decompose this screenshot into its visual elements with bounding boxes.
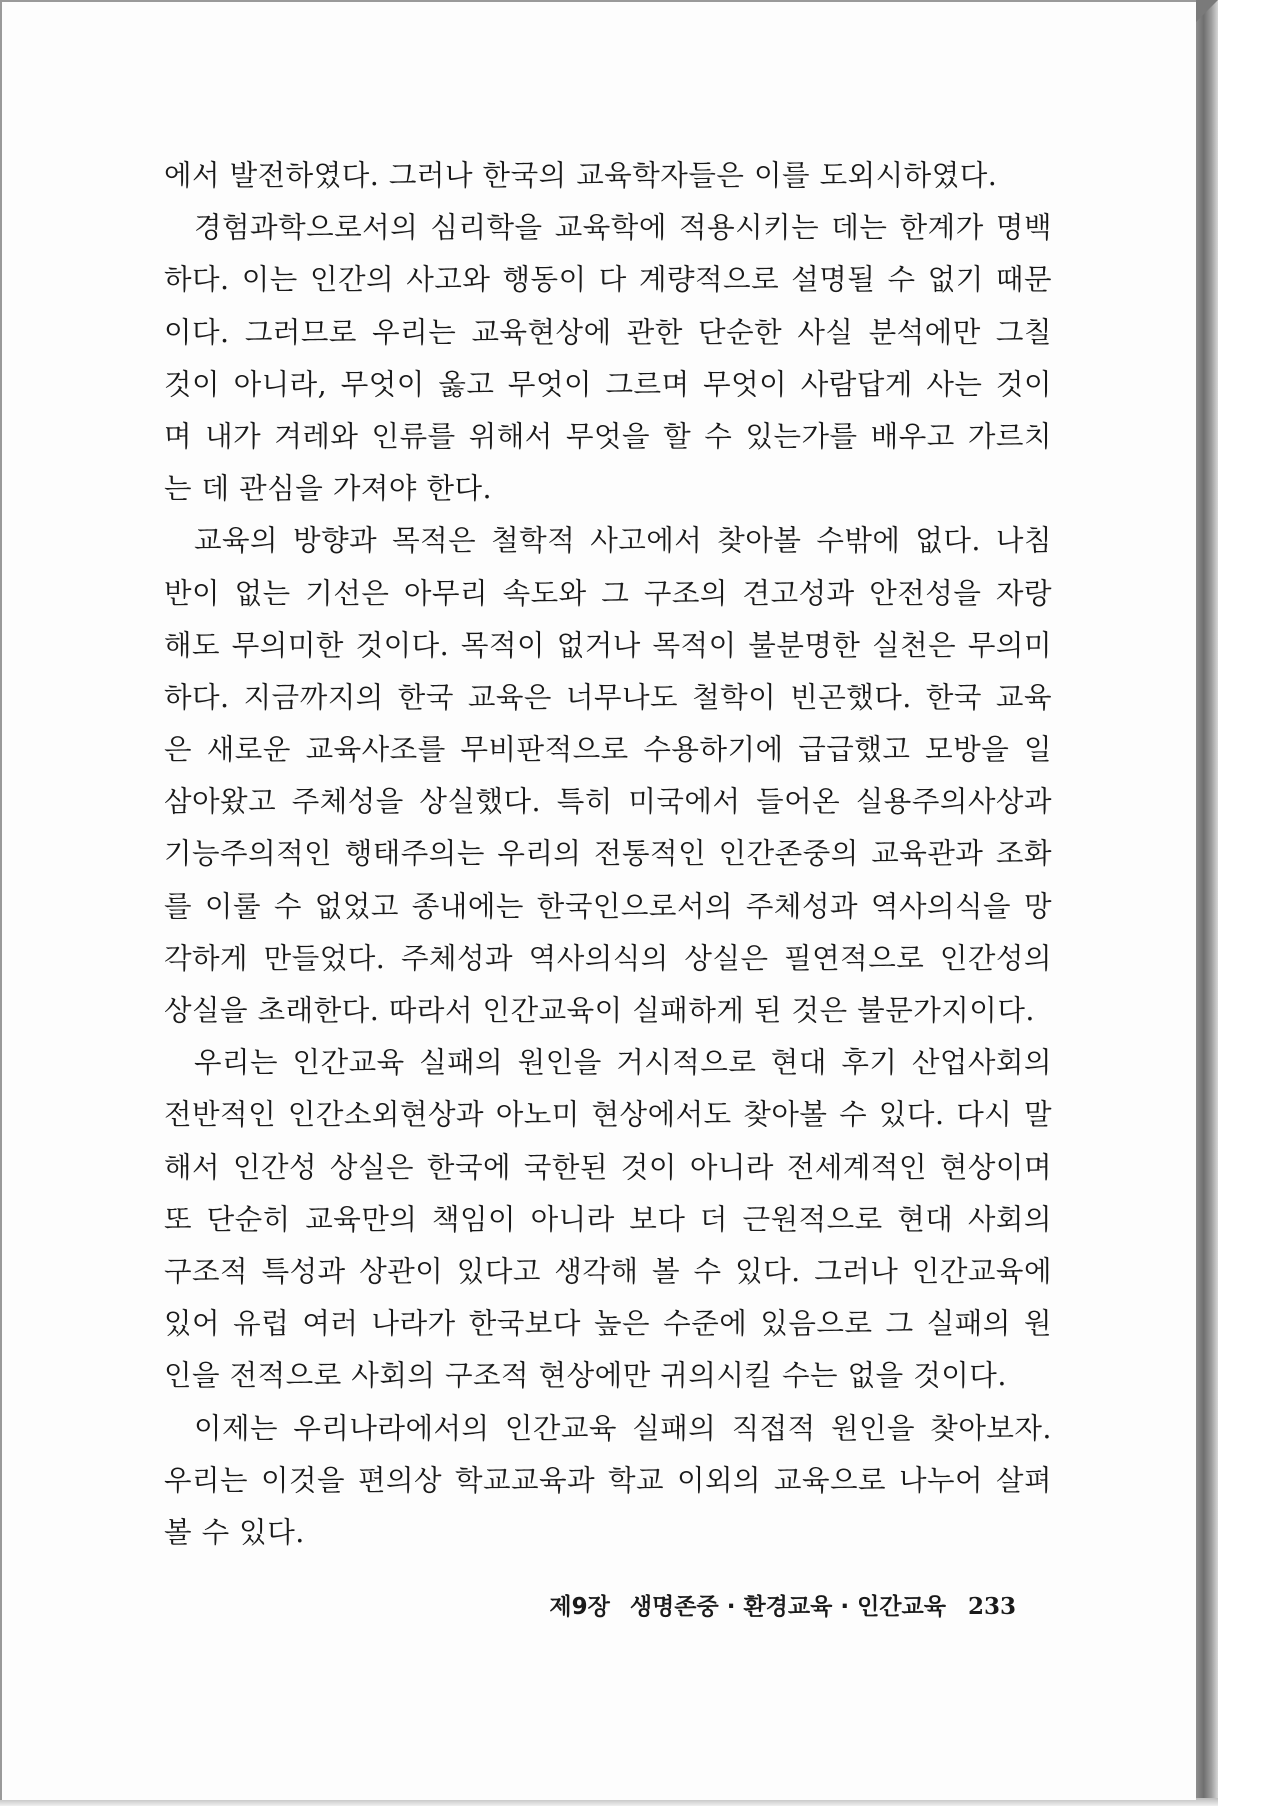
chapter-label: 제9장: [549, 1594, 610, 1620]
text-line: 에서 발전하였다. 그러나 한국의 교육학자들은 이를 도외시하였다.: [164, 159, 998, 192]
text-line: 해서 인간성 상실은 한국에 국한된 것이 아니라 전세계적인 현상이며: [164, 1150, 1052, 1184]
text-line: 또 단순히 교육만의 책임이 아니라 보다 더 근원적으로 현대 사회의: [164, 1202, 1052, 1236]
text-line: 상실을 초래한다. 따라서 인간교육이 실패하게 된 것은 불문가지이다.: [164, 994, 1035, 1027]
paragraph: [164, 202, 1052, 515]
text-line: 하다. 지금까지의 한국 교육은 너무나도 철학이 빈곤했다. 한국 교육: [164, 680, 1052, 714]
text-line: 삼아왔고 주체성을 상실했다. 특히 미국에서 들어온 실용주의사상과: [164, 785, 1052, 819]
text-line: 인을 전적으로 사회의 구조적 현상에만 귀의시킬 수는 없을 것이다.: [164, 1359, 1007, 1393]
page-number: 233: [967, 1593, 1016, 1620]
text-line: 이제는 우리나라에서의 인간교육 실패의 직접적 원인을 찾아보자.: [194, 1411, 1052, 1445]
text-line: 해도 무의미한 것이다. 목적이 없거나 목적이 불분명한 실천은 무의미: [164, 628, 1052, 662]
text-line: 전반적인 인간소외현상과 아노미 현상에서도 찾아볼 수 있다. 다시 말: [164, 1098, 1052, 1132]
text-line: 하다. 이는 인간의 사고와 행동이 다 계량적으로 설명될 수 없기 때문: [164, 263, 1052, 297]
text-line: 우리는 이것을 편의상 학교교육과 학교 이외의 교육으로 나누어 살펴: [164, 1463, 1052, 1497]
body-text: [164, 150, 1052, 1559]
paragraph: [164, 150, 1052, 202]
chapter-title: 생명존중 · 환경교육 · 인간교육: [629, 1594, 946, 1620]
text-line: 는 데 관심을 가져야 한다.: [164, 472, 493, 506]
text-line: 기능주의적인 행태주의는 우리의 전통적인 인간존중의 교육관과 조화: [164, 837, 1052, 871]
text-line: 이다. 그러므로 우리는 교육현상에 관한 단순한 사실 분석에만 그칠: [164, 315, 1052, 349]
paragraph: [164, 1403, 1052, 1560]
text-line: 은 새로운 교육사조를 무비판적으로 수용하기에 급급했고 모방을 일: [164, 733, 1052, 767]
page-corner: [1196, 0, 1218, 22]
paragraph: [164, 515, 1052, 1037]
text-line: 반이 없는 기선은 아무리 속도와 그 구조의 견고성과 안전성을 자랑: [164, 576, 1052, 610]
text-line: 각하게 만들었다. 주체성과 역사의식의 상실은 필연적으로 인간성의: [164, 941, 1052, 975]
page-edge: [1196, 0, 1218, 1806]
text-line: 교육의 방향과 목적은 철학적 사고에서 찾아볼 수밖에 없다. 나침: [194, 524, 1052, 558]
text-line: 구조적 특성과 상관이 있다고 생각해 볼 수 있다. 그러나 인간교육에: [164, 1254, 1052, 1288]
text-line: 볼 수 있다.: [164, 1515, 305, 1549]
text-line: 있어 유럽 여러 나라가 한국보다 높은 수준에 있음으로 그 실패의 원: [164, 1307, 1052, 1341]
text-line: 를 이룰 수 없었고 종내에는 한국인으로서의 주체성과 역사의식을 망: [164, 889, 1052, 923]
paragraph: [164, 1037, 1052, 1402]
running-footer: [546, 1588, 1016, 1621]
text-line: 며 내가 겨레와 인류를 위해서 무엇을 할 수 있는가를 배우고 가르치: [164, 419, 1052, 453]
text-line: 것이 아니라, 무엇이 옳고 무엇이 그르며 무엇이 사람답게 사는 것이: [164, 367, 1052, 401]
text-line: 우리는 인간교육 실패의 원인을 거시적으로 현대 후기 산업사회의: [194, 1046, 1052, 1080]
text-line: 경험과학으로서의 심리학을 교육학에 적용시키는 데는 한계가 명백: [194, 211, 1052, 245]
